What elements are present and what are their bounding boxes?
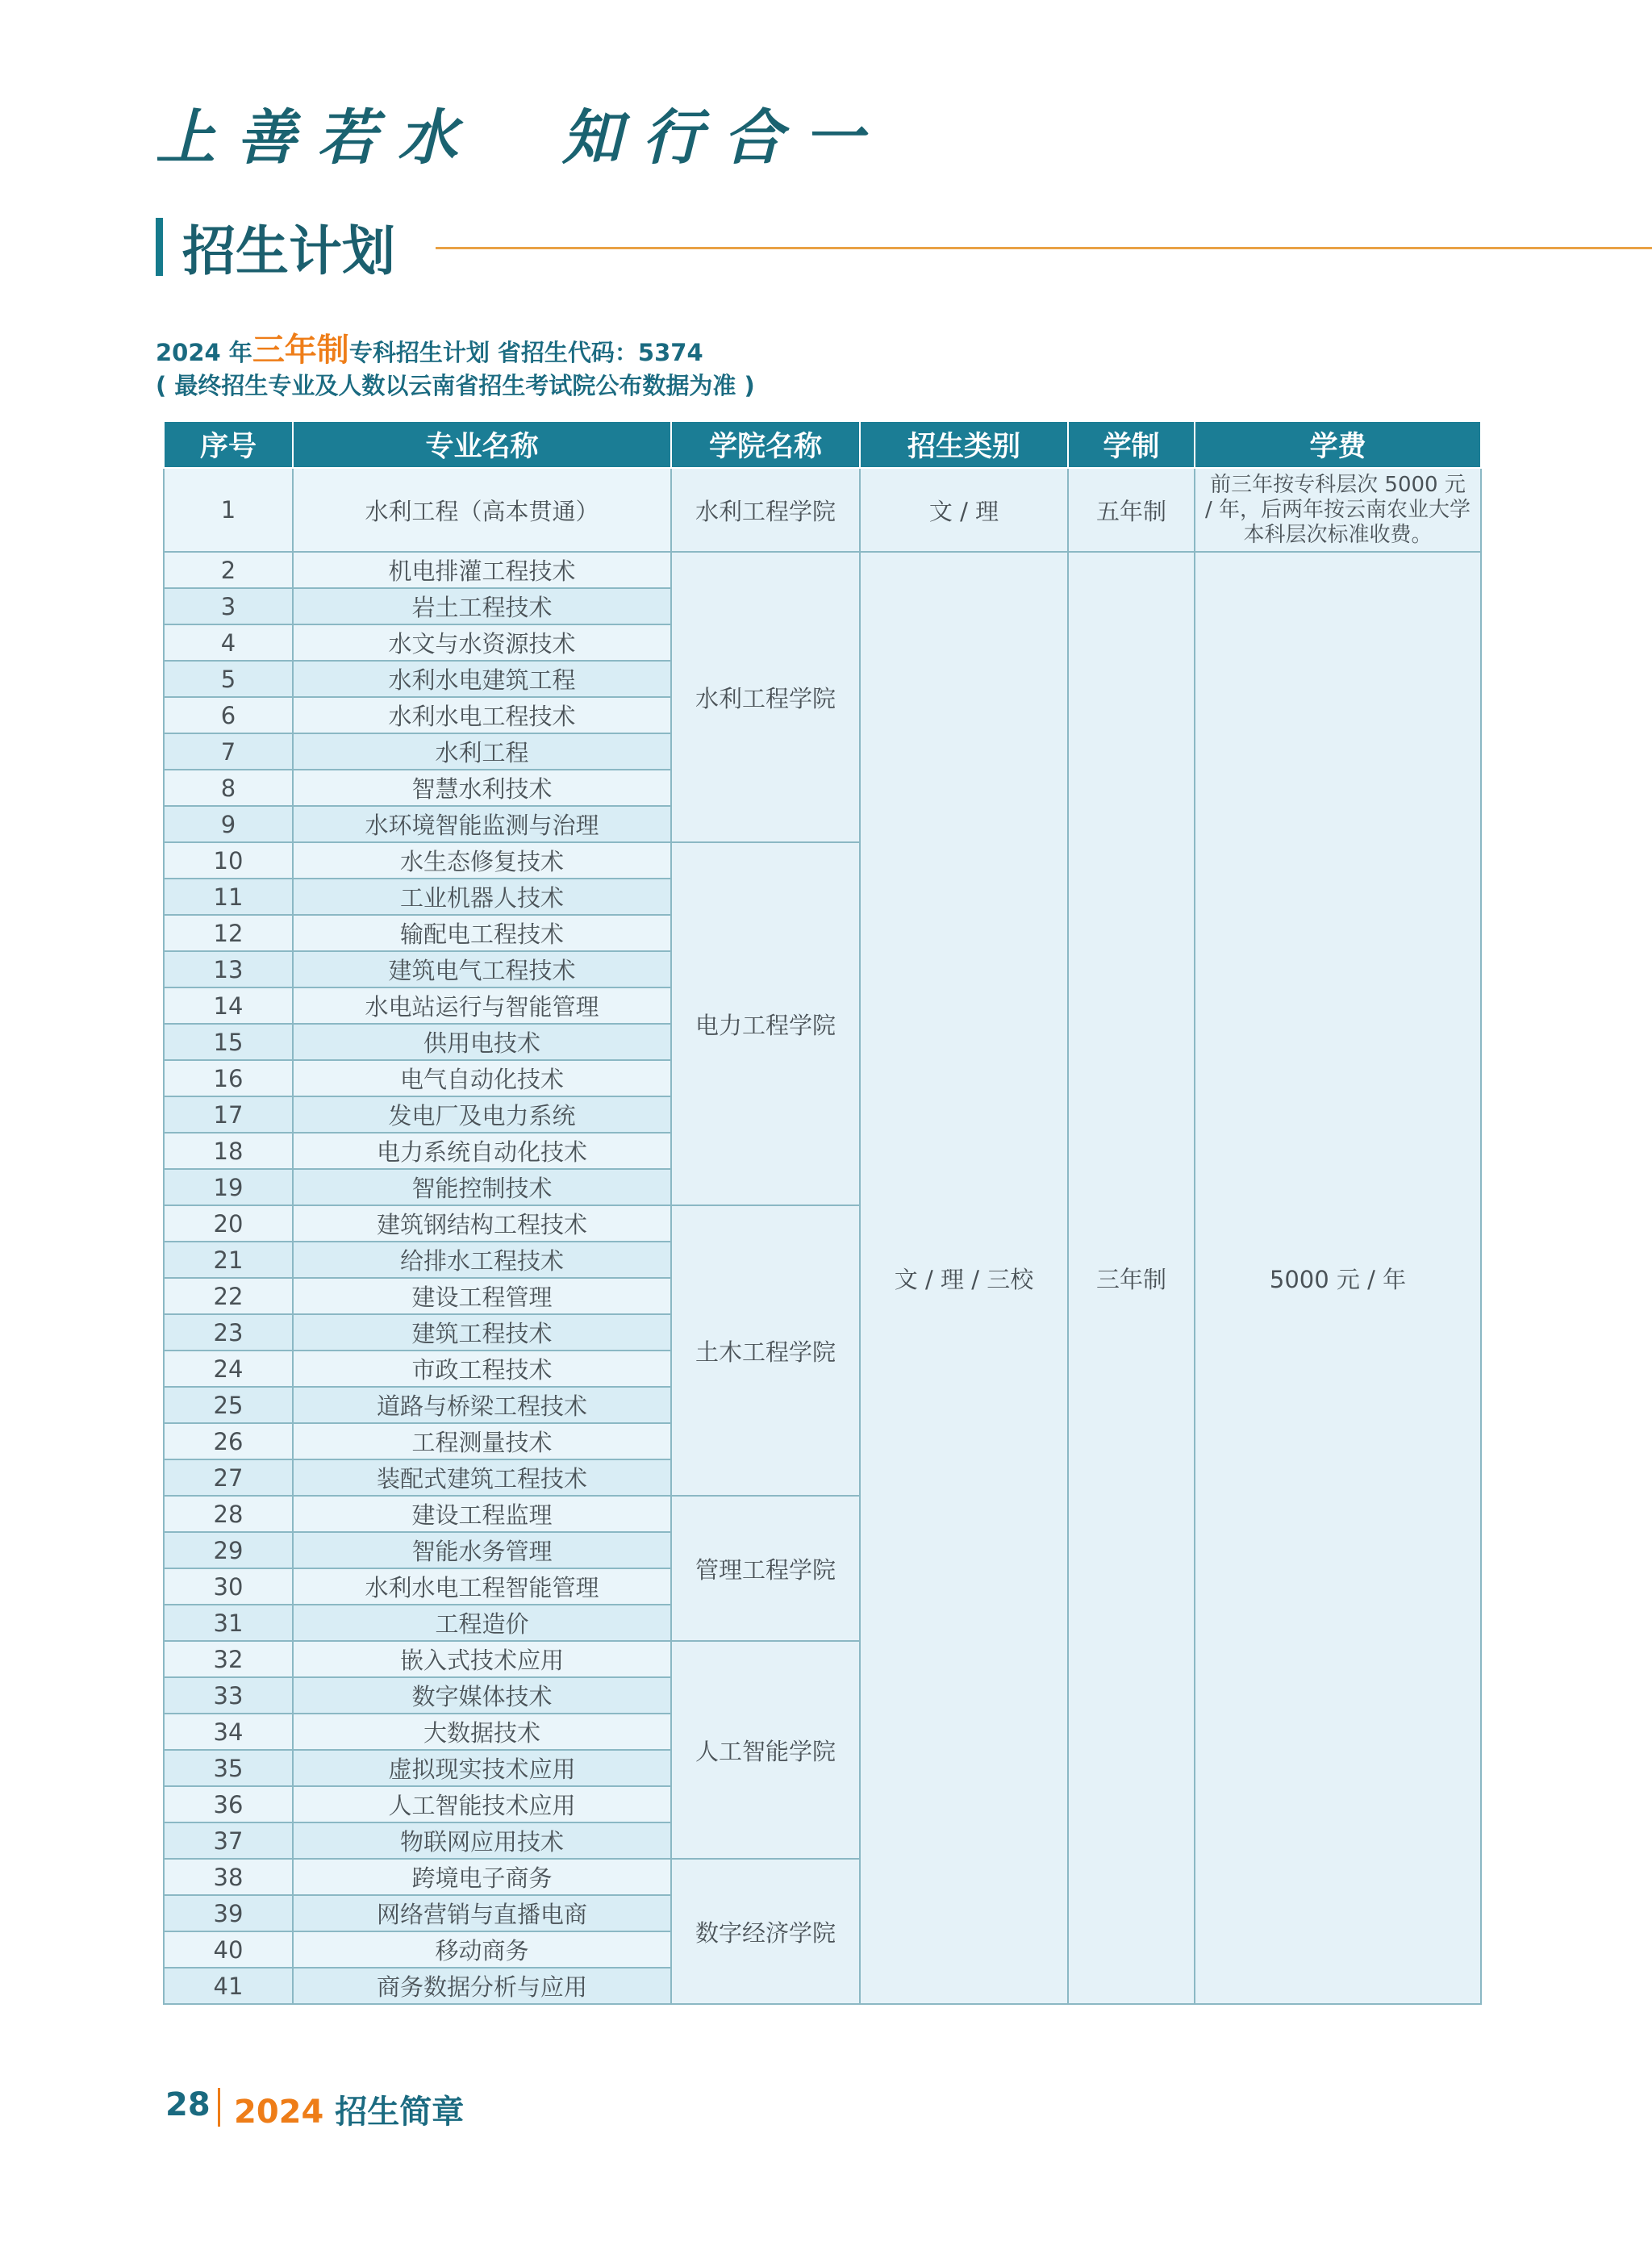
- row-number: 1: [164, 468, 293, 552]
- major-name: 水利水电建筑工程: [293, 661, 671, 697]
- table-row: [164, 468, 1481, 552]
- study-duration: 五年制: [1068, 468, 1195, 552]
- major-name: 物联网应用技术: [293, 1822, 671, 1859]
- row-number: 25: [164, 1387, 293, 1423]
- major-name: 大数据技术: [293, 1714, 671, 1750]
- col-header-major: 专业名称: [293, 421, 671, 468]
- row-number: 12: [164, 915, 293, 951]
- plan-note: ( 最终招生专业及人数以云南省招生考试院公布数据为准 ): [156, 372, 755, 399]
- motto-calligraphy: 上善若水 知行合一: [156, 103, 885, 173]
- row-number: 35: [164, 1750, 293, 1786]
- row-number: 14: [164, 987, 293, 1024]
- col-header-duration: 学制: [1068, 421, 1195, 468]
- major-name: 发电厂及电力系统: [293, 1096, 671, 1133]
- major-name: 水利工程: [293, 733, 671, 770]
- tuition-fee: 前三年按专科层次 5000 元 / 年，后两年按云南农业大学本科层次标准收费。: [1195, 468, 1481, 552]
- row-number: 13: [164, 951, 293, 987]
- major-name: 智能水务管理: [293, 1532, 671, 1568]
- row-number: 34: [164, 1714, 293, 1750]
- college-name: 人工智能学院: [671, 1641, 860, 1859]
- row-number: 28: [164, 1496, 293, 1532]
- major-name: 智能控制技术: [293, 1169, 671, 1205]
- section-divider: [436, 247, 1652, 249]
- tuition-fee: 5000 元 / 年: [1195, 552, 1481, 2004]
- major-name: 水电站运行与智能管理: [293, 987, 671, 1024]
- row-number: 18: [164, 1133, 293, 1169]
- row-number: 32: [164, 1641, 293, 1677]
- row-number: 40: [164, 1931, 293, 1968]
- major-name: 市政工程技术: [293, 1351, 671, 1387]
- major-name: 建筑工程技术: [293, 1314, 671, 1351]
- major-name: 电力系统自动化技术: [293, 1133, 671, 1169]
- row-number: 21: [164, 1242, 293, 1278]
- row-number: 27: [164, 1459, 293, 1496]
- row-number: 16: [164, 1060, 293, 1096]
- table-row: [164, 552, 1481, 588]
- major-name: 网络营销与直播电商: [293, 1895, 671, 1931]
- row-number: 23: [164, 1314, 293, 1351]
- col-header-college: 学院名称: [671, 421, 860, 468]
- footer-title: [234, 2086, 464, 2132]
- enrollment-table: [163, 420, 1482, 2005]
- major-name: 水生态修复技术: [293, 842, 671, 879]
- major-name: 人工智能技术应用: [293, 1786, 671, 1822]
- section-accent-bar: [156, 218, 163, 276]
- major-name: 输配电工程技术: [293, 915, 671, 951]
- col-header-no: 序号: [164, 421, 293, 468]
- row-number: 4: [164, 624, 293, 661]
- row-number: 30: [164, 1568, 293, 1605]
- college-name: 水利工程学院: [671, 552, 860, 842]
- major-name: 水利工程（高本贯通）: [293, 468, 671, 552]
- major-name: 岩土工程技术: [293, 588, 671, 624]
- footer-divider: [218, 2088, 220, 2127]
- row-number: 17: [164, 1096, 293, 1133]
- row-number: 31: [164, 1605, 293, 1641]
- row-number: 24: [164, 1351, 293, 1387]
- row-number: 22: [164, 1278, 293, 1314]
- major-name: 水利水电工程技术: [293, 697, 671, 733]
- major-name: 智慧水利技术: [293, 770, 671, 806]
- row-number: 3: [164, 588, 293, 624]
- major-name: 工程造价: [293, 1605, 671, 1641]
- enroll-category: 文 / 理 / 三校: [860, 552, 1068, 2004]
- col-header-fee: 学费: [1195, 421, 1481, 468]
- major-name: 水环境智能监测与治理: [293, 806, 671, 842]
- major-name: 水利水电工程智能管理: [293, 1568, 671, 1605]
- study-duration: 三年制: [1068, 552, 1195, 2004]
- major-name: 数字媒体技术: [293, 1677, 671, 1714]
- college-name: 水利工程学院: [671, 468, 860, 552]
- row-number: 11: [164, 879, 293, 915]
- major-name: 建筑电气工程技术: [293, 951, 671, 987]
- major-name: 建筑钢结构工程技术: [293, 1205, 671, 1242]
- footer-brochure-name: 招生简章: [335, 2094, 465, 2131]
- page-number: 28: [165, 2086, 211, 2123]
- row-number: 6: [164, 697, 293, 733]
- col-header-category: 招生类别: [860, 421, 1068, 468]
- row-number: 8: [164, 770, 293, 806]
- major-name: 水文与水资源技术: [293, 624, 671, 661]
- plan-highlight: 三年制: [252, 332, 349, 369]
- major-name: 嵌入式技术应用: [293, 1641, 671, 1677]
- row-number: 15: [164, 1024, 293, 1060]
- major-name: 供用电技术: [293, 1024, 671, 1060]
- row-number: 20: [164, 1205, 293, 1242]
- major-name: 工程测量技术: [293, 1423, 671, 1459]
- enroll-category: 文 / 理: [860, 468, 1068, 552]
- row-number: 41: [164, 1968, 293, 2004]
- row-number: 36: [164, 1786, 293, 1822]
- row-number: 26: [164, 1423, 293, 1459]
- row-number: 9: [164, 806, 293, 842]
- table-header-row: [164, 421, 1481, 468]
- row-number: 5: [164, 661, 293, 697]
- row-number: 38: [164, 1859, 293, 1895]
- row-number: 39: [164, 1895, 293, 1931]
- major-name: 虚拟现实技术应用: [293, 1750, 671, 1786]
- row-number: 33: [164, 1677, 293, 1714]
- row-number: 2: [164, 552, 293, 588]
- row-number: 29: [164, 1532, 293, 1568]
- college-name: 管理工程学院: [671, 1496, 860, 1641]
- major-name: 建设工程管理: [293, 1278, 671, 1314]
- college-name: 电力工程学院: [671, 842, 860, 1205]
- major-name: 商务数据分析与应用: [293, 1968, 671, 2004]
- row-number: 7: [164, 733, 293, 770]
- college-name: 数字经济学院: [671, 1859, 860, 2004]
- college-name: 土木工程学院: [671, 1205, 860, 1496]
- major-name: 建设工程监理: [293, 1496, 671, 1532]
- plan-suffix: 专科招生计划 省招生代码：5374: [348, 339, 703, 366]
- major-name: 给排水工程技术: [293, 1242, 671, 1278]
- major-name: 机电排灌工程技术: [293, 552, 671, 588]
- major-name: 工业机器人技术: [293, 879, 671, 915]
- major-name: 移动商务: [293, 1931, 671, 1968]
- major-name: 道路与桥梁工程技术: [293, 1387, 671, 1423]
- row-number: 19: [164, 1169, 293, 1205]
- major-name: 电气自动化技术: [293, 1060, 671, 1096]
- row-number: 10: [164, 842, 293, 879]
- major-name: 装配式建筑工程技术: [293, 1459, 671, 1496]
- major-name: 跨境电子商务: [293, 1859, 671, 1895]
- plan-heading: [156, 324, 703, 370]
- row-number: 37: [164, 1822, 293, 1859]
- section-title: 招生计划: [182, 220, 395, 282]
- footer-year: 2024: [234, 2094, 324, 2131]
- plan-year: 2024 年: [156, 339, 252, 366]
